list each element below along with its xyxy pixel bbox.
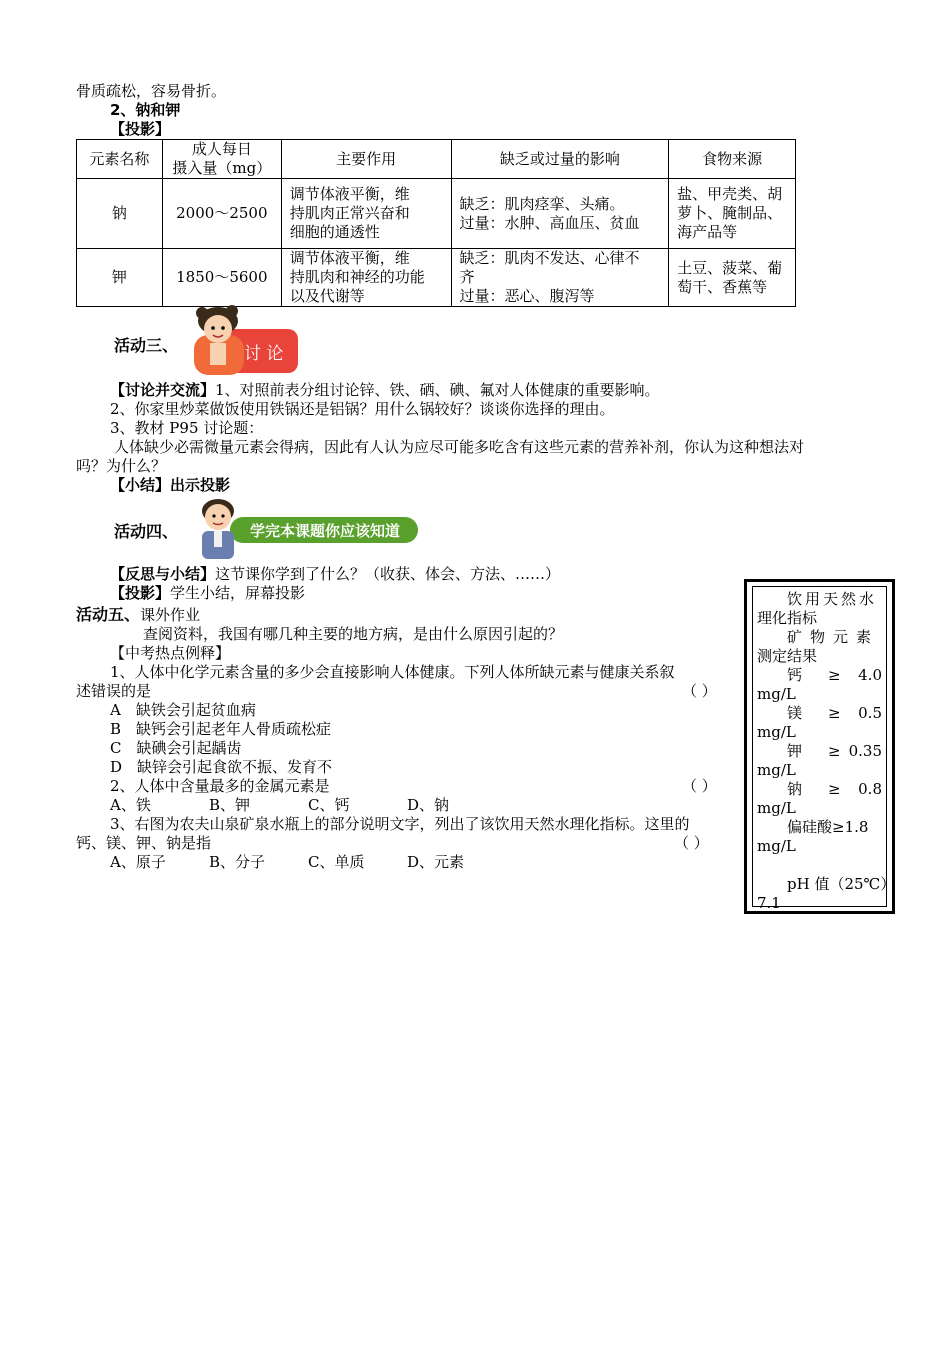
water-label-sub: 矿物元素 xyxy=(787,628,880,646)
discuss-badge: 讨 论 xyxy=(244,344,284,364)
water-label-title: 饮用天然水 xyxy=(787,590,878,608)
option: C、单质 xyxy=(308,853,365,871)
option: D、元素 xyxy=(407,853,465,871)
option: D 缺锌会引起食欲不振、发育不 xyxy=(110,758,333,776)
cell-effect: 缺乏：肌肉痉挛、头痛。 过量：水肿、高血压、贫血 xyxy=(451,179,669,249)
water-label-box xyxy=(744,579,895,914)
table-row xyxy=(77,179,796,249)
header-effect: 缺乏或过量的影响 xyxy=(451,140,669,179)
activity5-heading: 活动五、课外作业 xyxy=(76,605,201,624)
cell-role: 调节体液平衡，维 持肌肉和神经的功能 以及代谢等 xyxy=(281,249,451,307)
projection-label: 【投影】 xyxy=(110,120,171,138)
mc-question-2: 2、人体中含量最多的金属元素是 xyxy=(110,777,330,795)
option: A、铁 xyxy=(110,796,151,814)
mineral-row: 钠 ≥ 0.8 xyxy=(787,780,882,798)
question-3: 3、教材 P95 讨论题： xyxy=(110,419,264,437)
table-header-row xyxy=(77,140,796,179)
option: B、分子 xyxy=(209,853,266,871)
mc-question-1-cont: 述错误的是 xyxy=(76,682,152,700)
cell-effect: 缺乏：肌肉不发达、心律不 齐 过量：恶心、腹泻等 xyxy=(451,249,669,307)
discussion-girl-icon xyxy=(188,305,300,377)
hot-topics-title: 【中考热点例释】 xyxy=(110,644,231,662)
question-3-body-2: 吗？为什么？ xyxy=(76,457,167,475)
unit: mg/L xyxy=(757,837,796,855)
answer-blank: （ ） xyxy=(674,834,709,852)
section-heading: 2、钠和钾 xyxy=(110,101,181,119)
question-3-body-1: 人体缺少必需微量元素会得病，因此有人认为应尽可能多吃含有这些元素的营养补剂，你认为这种想法对 xyxy=(114,438,805,456)
unit: mg/L xyxy=(757,761,796,779)
unit: mg/L xyxy=(757,723,796,741)
unit: mg/L xyxy=(757,799,796,817)
know-badge: 学完本课题你应该知道 xyxy=(250,522,401,540)
cell-amount: 2000～2500 xyxy=(162,179,281,249)
silicic-acid: 偏硅酸≥1.8 xyxy=(787,818,869,836)
ph-value: 7.1 xyxy=(757,894,781,912)
header-element-name: 元素名称 xyxy=(77,140,163,179)
answer-blank: （ ） xyxy=(682,682,717,700)
option: C、钙 xyxy=(308,796,350,814)
header-food: 食物来源 xyxy=(669,140,796,179)
cell-name: 钠 xyxy=(77,179,163,249)
mineral-row: 镁 ≥ 0.5 xyxy=(787,704,882,722)
mc-question-3-cont: 钙、镁、钾、钠是指 xyxy=(76,834,212,852)
option: A、原子 xyxy=(110,853,166,871)
ph-label: pH 值（25℃） xyxy=(787,875,896,893)
activity4-label: 活动四、 xyxy=(114,522,179,541)
option: D、钠 xyxy=(407,796,450,814)
answer-blank: （ ） xyxy=(682,777,717,795)
reflect-line: 【反思与小结】这节课你学到了什么？（收获、体会、方法、……） xyxy=(110,565,561,583)
top-line: 骨质疏松，容易骨折。 xyxy=(76,82,227,100)
header-main-role: 主要作用 xyxy=(281,140,451,179)
option: B、钾 xyxy=(209,796,251,814)
mineral-row: 钾 ≥ 0.35 xyxy=(787,742,882,760)
option: C 缺碘会引起龋齿 xyxy=(110,739,242,757)
mineral-row: 钙 ≥ 4.0 xyxy=(787,666,882,684)
teacher-icon xyxy=(190,497,420,559)
option: B 缺钙会引起老年人骨质疏松症 xyxy=(110,720,332,738)
table-row xyxy=(77,249,796,307)
projection-line: 【投影】学生小结，屏幕投影 xyxy=(110,584,306,602)
option: A 缺铁会引起贫血病 xyxy=(110,701,256,719)
cell-food: 土豆、菠菜、葡 萄干、香蕉等 xyxy=(669,249,796,307)
mc-question-3: 3、右图为农夫山泉矿泉水瓶上的部分说明文字，列出了该饮用天然水理化指标。这里的 xyxy=(110,815,690,833)
header-daily-intake: 成人每日 摄入量（mg） xyxy=(162,140,281,179)
cell-food: 盐、甲壳类、胡 萝卜、腌制品、 海产品等 xyxy=(669,179,796,249)
water-label-title-2: 理化指标 xyxy=(757,609,818,627)
activity3-label: 活动三、 xyxy=(114,336,179,355)
summary-line: 【小结】出示投影 xyxy=(110,476,231,494)
water-label-sub-2: 测定结果 xyxy=(757,647,818,665)
mc-question-1: 1、人体中化学元素含量的多少会直接影响人体健康。下列人体所缺元素与健康关系叙 xyxy=(110,663,675,681)
homework-task: 查阅资料，我国有哪几种主要的地方病，是由什么原因引起的？ xyxy=(143,625,564,643)
cell-role: 调节体液平衡，维 持肌肉正常兴奋和 细胞的通透性 xyxy=(281,179,451,249)
discuss-line: 【讨论并交流】1、对照前表分组讨论锌、铁、硒、碘、氟对人体健康的重要影响。 xyxy=(110,381,660,399)
element-table xyxy=(76,139,796,307)
unit: mg/L xyxy=(757,685,796,703)
cell-name: 钾 xyxy=(77,249,163,307)
cell-amount: 1850～5600 xyxy=(162,249,281,307)
question-2: 2、你家里炒菜做饭使用铁锅还是铝锅？用什么锅较好？谈谈你选择的理由。 xyxy=(110,400,615,418)
